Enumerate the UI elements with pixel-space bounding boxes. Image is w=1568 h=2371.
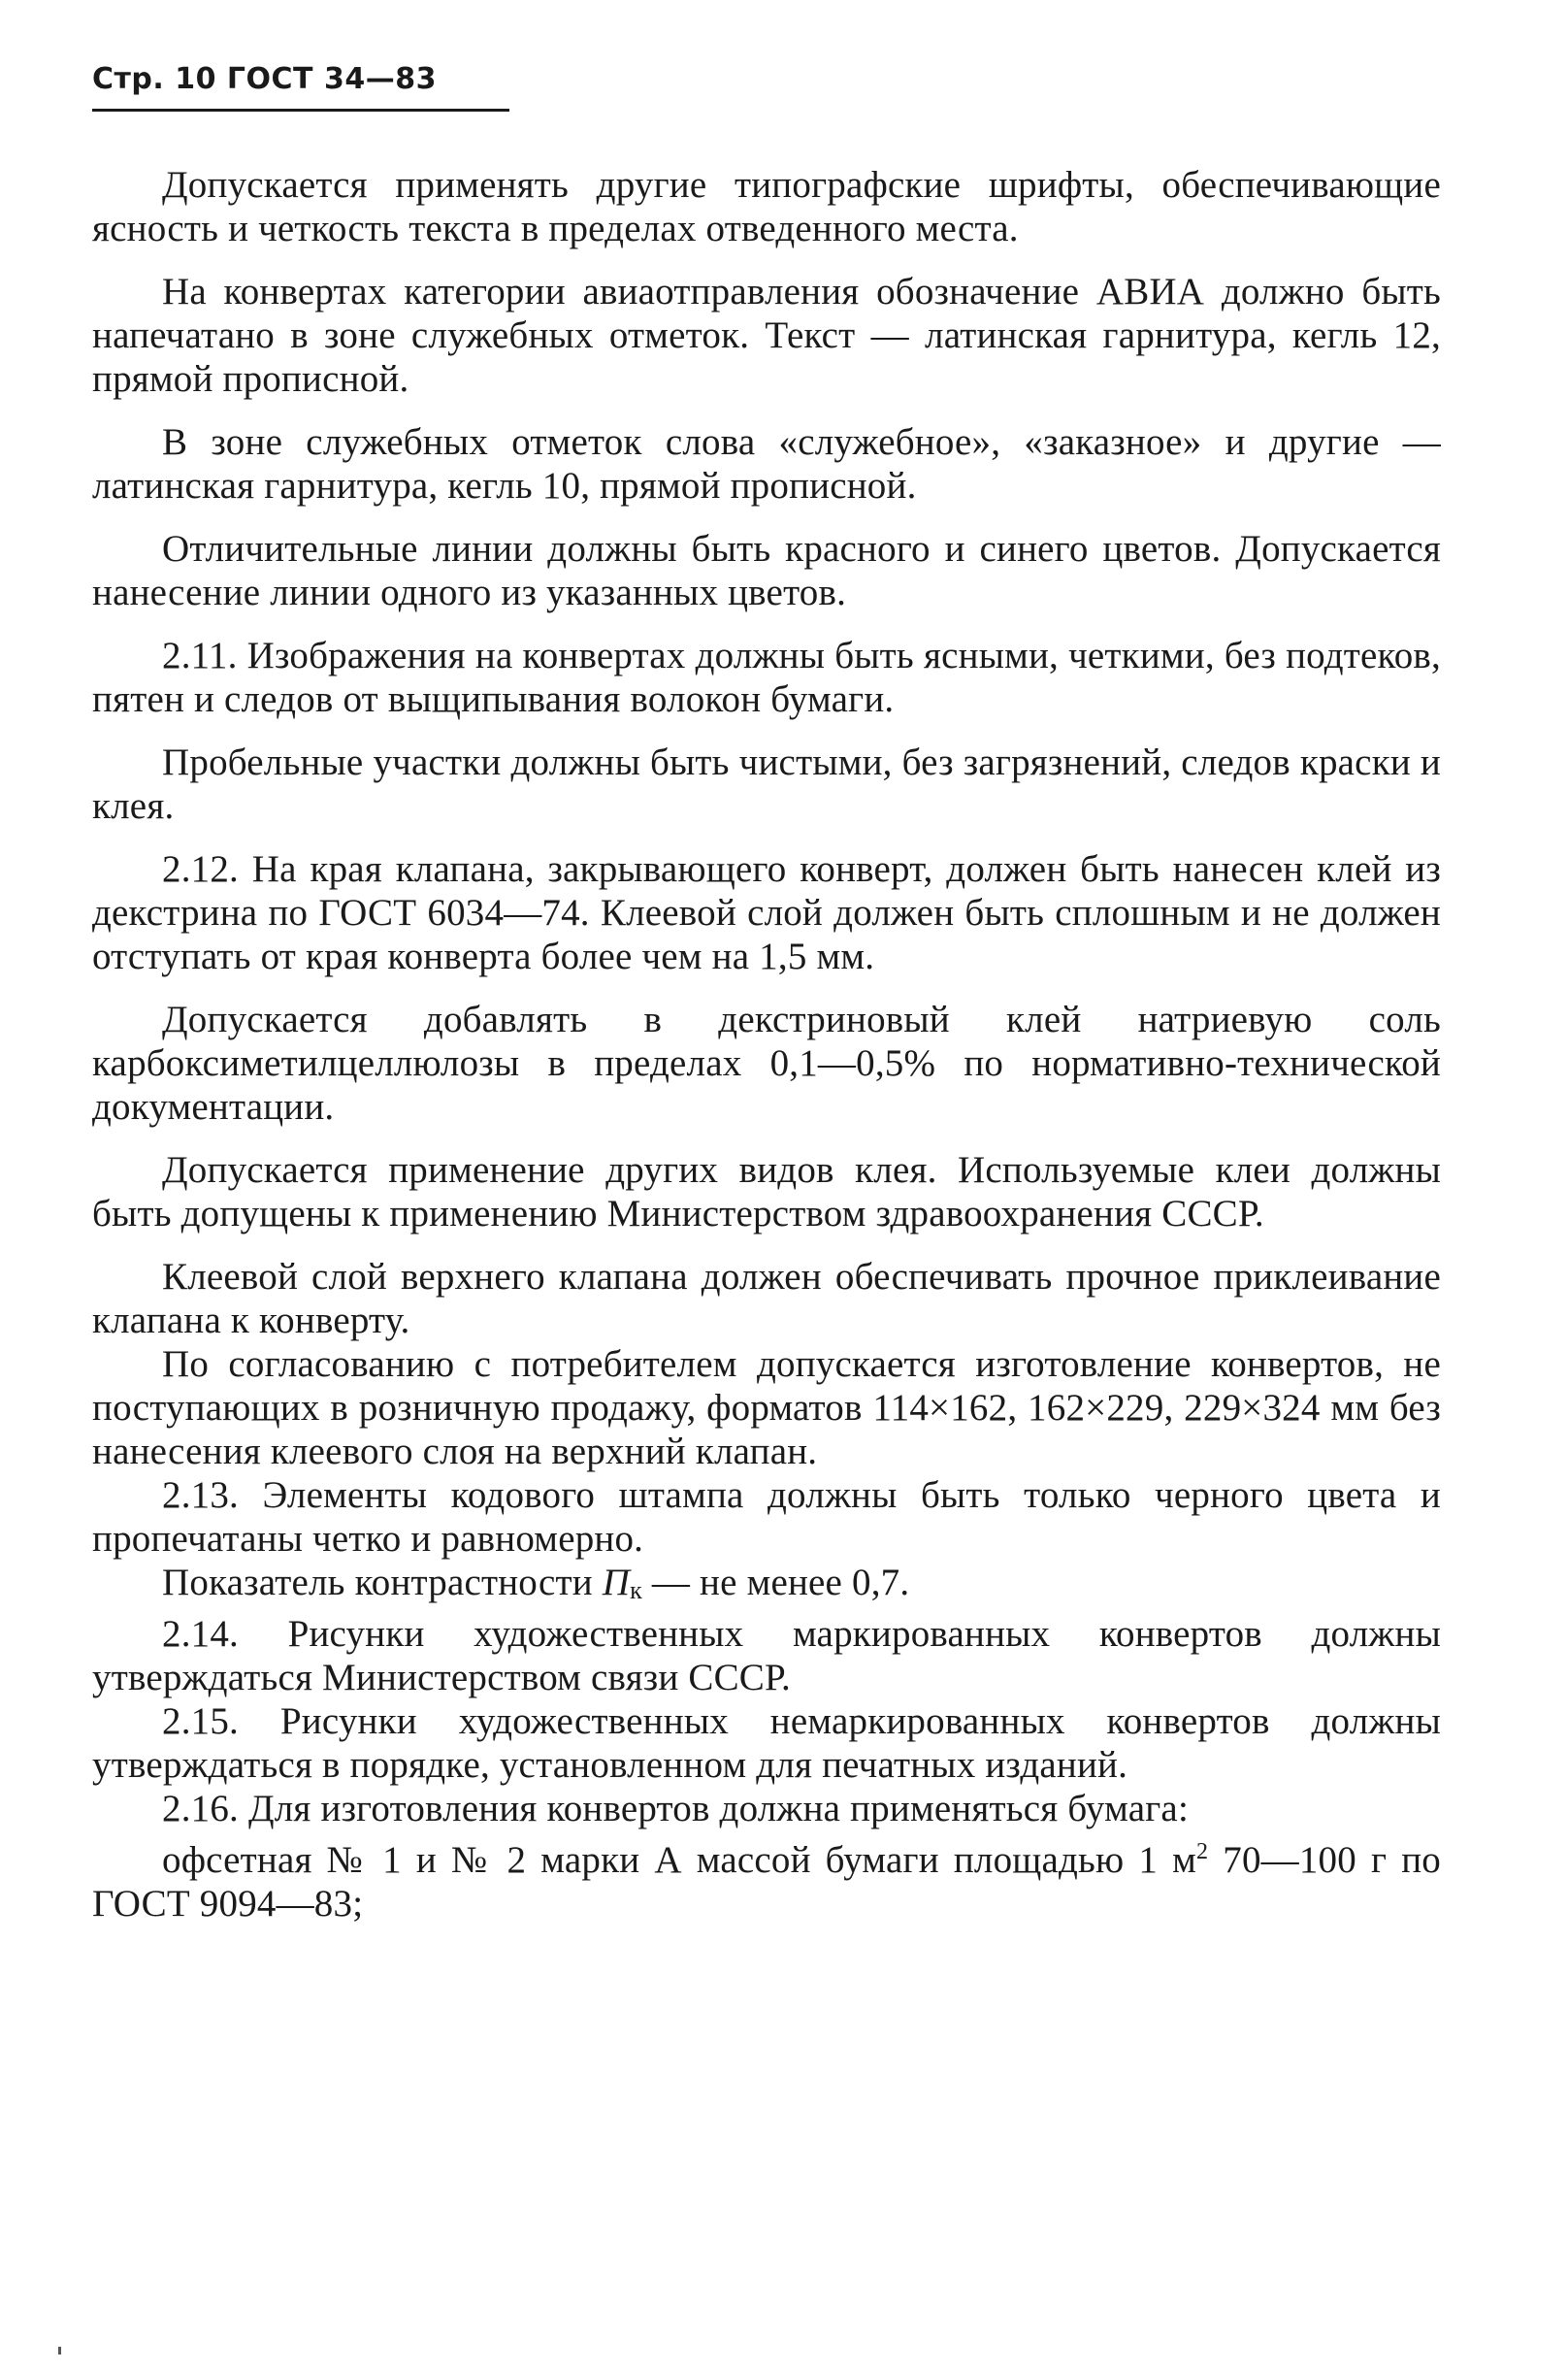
paragraph-2-12: 2.12. На края клапана, закрывающего конверт, должен быть нанесен клей из декстрина по ГОСТ 6034—74. Клеевой слой должен быть сплошным и не должен отступать от края конверта более чем на 1,5 мм. xyxy=(92,848,1441,977)
paragraph: Пробельные участки должны быть чистыми, без загрязнений, следов краски и клея. xyxy=(92,741,1441,827)
scan-mark xyxy=(58,2347,61,2355)
paper-item-suffix: 70—100 г по ГОСТ 9094—83; xyxy=(92,1839,1441,1925)
contrast-symbol: П xyxy=(602,1562,631,1603)
paragraph-2-14: 2.14. Рисунки художественных маркированных конвертов должны утверждаться Министерством связи СССР. xyxy=(92,1613,1441,1698)
paragraph: Клеевой слой верхнего клапана должен обеспечивать прочное приклеивание клапана к конверту. xyxy=(92,1256,1441,1341)
paper-item-prefix: офсетная № 1 и № 2 марки А массой бумаги площадью 1 м xyxy=(162,1839,1197,1881)
page-header: Стр. 10 ГОСТ 34—83 xyxy=(92,62,437,96)
paragraph: Отличительные линии должны быть красного и синего цветов. Допускается нанесение линии одного из указанных цветов. xyxy=(92,528,1441,613)
paper-item xyxy=(92,1830,1441,1926)
contrast-paragraph xyxy=(92,1561,1441,1612)
paragraph-2-13: 2.13. Элементы кодового штампа должны быть только черного цвета и пропечатаны четко и равномерно. xyxy=(92,1474,1441,1560)
paragraph: Допускается применение других видов клея. Используемые клеи должны быть допущены к применению Министерством здравоохранения СССР. xyxy=(92,1149,1441,1235)
paragraph-2-16: 2.16. Для изготовления конвертов должна применяться бумага: xyxy=(162,1788,1189,1829)
document-body xyxy=(92,163,1441,1926)
contrast-suffix: — не менее 0,7. xyxy=(641,1562,910,1603)
paragraph-2-15: 2.15. Рисунки художественных немаркированных конвертов должны утверждаться в порядке, установленном для печатных изданий. xyxy=(92,1700,1441,1786)
paper-item-superscript: 2 xyxy=(1196,1839,1209,1864)
header-rule xyxy=(92,109,509,112)
paragraph: По согласованию с потребителем допускается изготовление конвертов, не поступающих в розничную продажу, форматов 114×162, 162×229, 229×324 мм без нанесения клеевого слоя на верхний клапан. xyxy=(92,1343,1441,1472)
contrast-subscript: к xyxy=(630,1576,642,1604)
paragraph: На конвертах категории авиаотправления обозначение АВИА должно быть напечатано в зоне служебных отметок. Текст — латинская гарнитура, кегль 12, прямой прописной. xyxy=(92,271,1441,400)
contrast-prefix: Показатель контрастности xyxy=(162,1562,603,1603)
paragraph: Допускается применять другие типографские шрифты, обеспечивающие ясность и четкость текста в пределах отведенного места. xyxy=(92,164,1441,249)
paragraph-2-11: 2.11. Изображения на конвертах должны быть ясными, четкими, без подтеков, пятен и следов от выщипывания волокон бумаги. xyxy=(92,635,1441,720)
paragraph: В зоне служебных отметок слова «служебное», «заказное» и другие — латинская гарнитура, кегль 10, прямой прописной. xyxy=(92,421,1441,507)
paragraph: Допускается добавлять в декстриновый клей натриевую соль карбоксиметилцеллюлозы в пределах 0,1—0,5% по нормативно-технической документации. xyxy=(92,999,1441,1128)
